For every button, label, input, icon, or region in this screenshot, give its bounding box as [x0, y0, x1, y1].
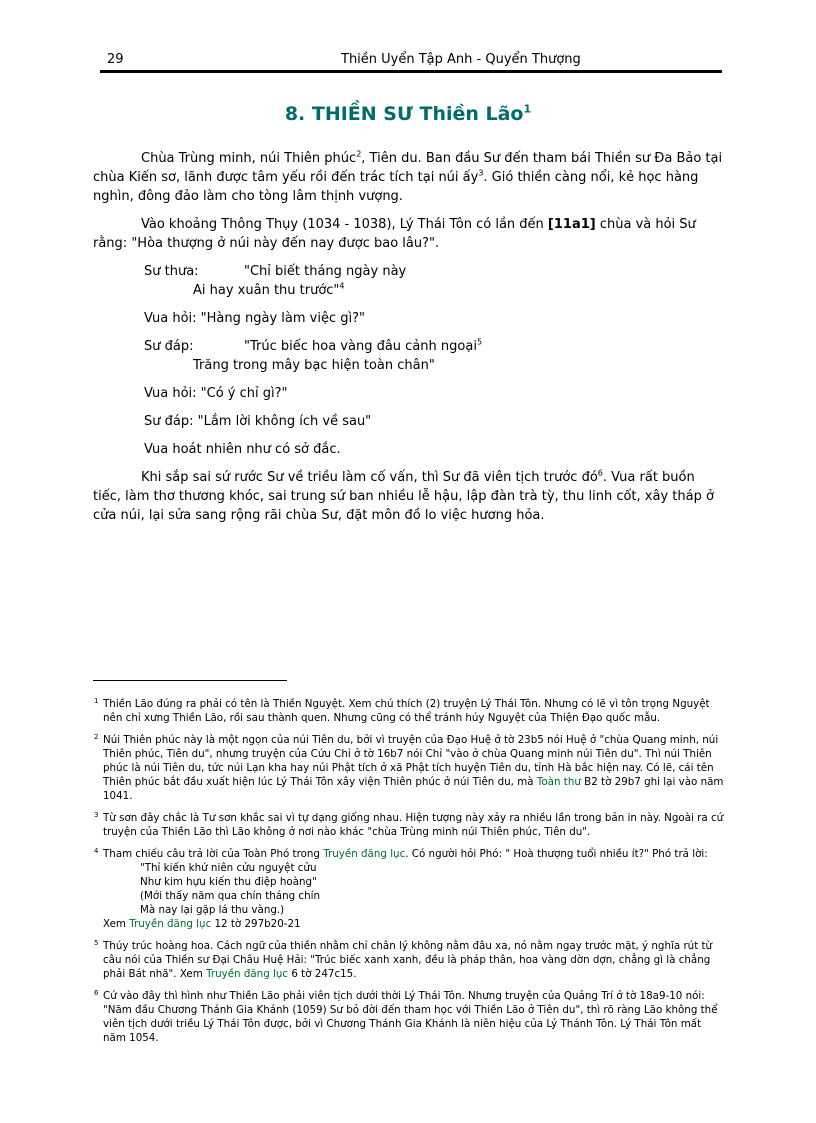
verse-block — [93, 337, 725, 375]
quote-line: Mà nay lại gặp lá thu vàng.) — [140, 904, 285, 916]
verse-block — [93, 262, 725, 300]
paragraph — [93, 215, 725, 253]
text: Vào khoảng Thông Thụy (1034 - 1038), Lý Thái Tôn có lần đến — [141, 217, 548, 232]
footnote-text: 12 tờ 297b20-21 — [211, 918, 301, 930]
footnote-rule — [93, 680, 287, 681]
text: . Vua rất buồn tiếc, làm thơ thương khóc, sai trung sứ ban nhiều lễ hậu, lập đàn trà tỳ, thu linh cốt, xây tháp ở cửa núi, lại sửa sang rộng rãi chùa Sư, đặt môn đồ lo việc hương hỏa. — [93, 470, 714, 523]
dialogue-line: Sư đáp: "Lắm lời không ích về sau" — [144, 414, 372, 429]
quote-line: Như kim hựu kiến thu điệp hoàng" — [140, 876, 317, 888]
verse-line: "Chỉ biết tháng ngày này — [244, 264, 407, 279]
page-number: 29 — [107, 52, 124, 67]
text: Chùa Trùng minh, núi Thiên phúc — [141, 151, 357, 166]
footnote — [93, 989, 725, 1045]
see-also — [103, 917, 725, 931]
speaker-label: Sư đáp: — [144, 339, 194, 354]
footnote-ref[interactable]: 3 — [478, 168, 484, 178]
verse-line: Trăng trong mây bạc hiện toàn chân" — [193, 358, 435, 373]
speaker-label: Sư thưa: — [144, 264, 199, 279]
footnote-number: 1 — [94, 697, 99, 705]
footnote-number: 6 — [94, 989, 99, 997]
text: chùa và hỏi Sư rằng: "Hòa thượng ở núi này đến nay được bao lâu?". — [93, 217, 696, 251]
footnote — [93, 939, 725, 981]
footnote-number: 3 — [94, 811, 99, 819]
footnote-text: Núi Thiên phúc này là một ngọn của núi Tiên du, bởi vì truyện của Đạo Huệ ở tờ 23b5 nói Huệ ở "chùa Quang minh, núi Thiên phúc, Tiên du", nhưng truyện của Cứu Chỉ ở tờ 16b7 nói Chỉ "vào ở chùa Quang minh núi Tiên du". Thì núi Thiên phúc là núi Tiên du, tức núi Lạn kha hay núi Phật tích ở xã Phật tích huyện Tiên du, tỉnh Hà bắc hiện nay. Có lẽ, cái tên Thiên phúc bắt đầu xuất hiện lúc Lý Thái Tôn xây viện Thiên phúc ở núi Tiên du, mà — [103, 734, 719, 788]
footnotes — [93, 697, 725, 1053]
source-link[interactable]: Toàn thư — [536, 776, 581, 788]
footnote-ref[interactable]: 1 — [523, 102, 532, 116]
footnote-text: Từ sơn đây chắc là Tư sơn khắc sai vì tự dạng giống nhau. Hiện tượng này xảy ra nhiều lần trong bản in này. Ngoài ra cứ truyện của Thiền Lão thì Lão không ở nơi nào khác "chùa Trùng minh núi Thiên phúc, Tiên du". — [103, 812, 724, 838]
source-link[interactable]: Truyền đăng lục — [206, 968, 289, 980]
quote-line: "Thỉ kiến khứ niên cửu nguyệt cửu — [140, 862, 317, 874]
footnote-text: Thiền Lão đúng ra phải có tên là Thiền Nguyệt. Xem chú thích (2) truyện Lý Thái Tôn. Nhưng có lẽ vì tôn trọng Nguyệt nên chỉ xưng Thiền Lão, rồi sau thành quen. Nhưng cũng có thể tránh húy Nguyệt của Thiện Đạo quốc mẫu. — [103, 698, 710, 724]
text: . Gió thiền càng nổi, kẻ học hàng nghìn, đông đảo làm cho tòng lâm thịnh vượng. — [93, 170, 699, 204]
footnote-number: 5 — [94, 939, 99, 947]
footnote — [93, 697, 725, 725]
footnote-text: Tham chiếu câu trả lời của Toàn Phó trong — [103, 848, 324, 860]
source-link[interactable]: Truyền đăng lục — [129, 918, 212, 930]
dialogue-line: Vua hỏi: "Hàng ngày làm việc gì?" — [144, 311, 365, 326]
footnote-ref[interactable]: 6 — [597, 468, 603, 478]
source-link[interactable]: Truyền đăng lục — [323, 848, 406, 860]
header-rule — [100, 70, 722, 73]
footnote-ref[interactable]: 5 — [476, 337, 483, 347]
footnote-ref[interactable]: 2 — [356, 149, 362, 159]
text: Khi sắp sai sứ rước Sư về triều làm cố vấn, thì Sư đã viên tịch trước đó — [141, 470, 598, 485]
footnote — [93, 847, 725, 931]
paragraph — [93, 149, 725, 206]
verse-line: Ai hay xuân thu trước" — [193, 283, 340, 298]
footnote-text: Cứ vào đây thì hình như Thiền Lão phải viên tịch dưới thời Lý Thái Tôn. Nhưng truyện của Quảng Trí ở tờ 18a9-10 nói: "Năm đầu Chương Thánh Gia Khánh (1059) Sư bỏ đời đến tham học với Thiền Lão ở Tiên du", thì rõ ràng Lão không thể viên tịch dưới triều Lý Thái Tôn được, bởi vì Chương Thánh Gia Khánh là niên hiệu của Lý Thánh Tôn. Lý Thái Tôn mất năm 1054. — [103, 990, 718, 1044]
footnote — [93, 733, 725, 803]
main-text — [93, 149, 725, 534]
footnote-number: 2 — [94, 733, 99, 741]
dialogue-line: Vua hỏi: "Có ý chỉ gì?" — [144, 386, 288, 401]
paragraph — [93, 468, 725, 525]
chapter-title-text: 8. THIỀN SƯ Thiền Lão — [284, 103, 524, 125]
footnote-text: Xem — [103, 918, 130, 930]
footnote-ref[interactable]: 4 — [339, 281, 345, 291]
footnote-number: 4 — [94, 847, 99, 855]
folio-marker: [11a1] — [547, 217, 596, 232]
dialogue-line: Vua hoát nhiên như có sở đắc. — [144, 442, 341, 457]
footnote — [93, 811, 725, 839]
chapter-title — [0, 103, 816, 125]
text: , Tiên du. Ban đầu Sư đến tham bái Thiền sư Đa Bảo tại chùa Kiến sơ, lãnh được tâm yếu rồi đến trác tích tại núi ấy — [93, 151, 723, 185]
quote-line: (Mới thấy năm qua chín tháng chín — [140, 890, 320, 902]
footnote-text: 6 tờ 247c15. — [288, 968, 357, 980]
running-title: Thiền Uyển Tập Anh - Quyển Thượng — [341, 52, 581, 67]
footnote-text: B2 tờ 29b7 ghi lại vào năm 1041. — [103, 776, 724, 802]
page-header — [100, 50, 722, 70]
verse-line: "Trúc biếc hoa vàng đâu cảnh ngoại — [244, 339, 477, 354]
footnote-text: . Có người hỏi Phó: " Hoà thượng tuổi nhiều ít?" Phó trả lời: — [405, 848, 708, 860]
footnote-text: Thúy trúc hoàng hoa. Cách ngữ của thiền nhằm chỉ chân lý không nằm đâu xa, nó nằm ngay trước mặt, ý nghĩa rút từ câu nói của Thiền sư Đại Châu Huệ Hải: "Trúc biếc xanh xanh, đều là pháp thân, hoa vàng dờn dợn, chẳng gì là chẳng phải Bát nhã". Xem — [103, 940, 713, 980]
